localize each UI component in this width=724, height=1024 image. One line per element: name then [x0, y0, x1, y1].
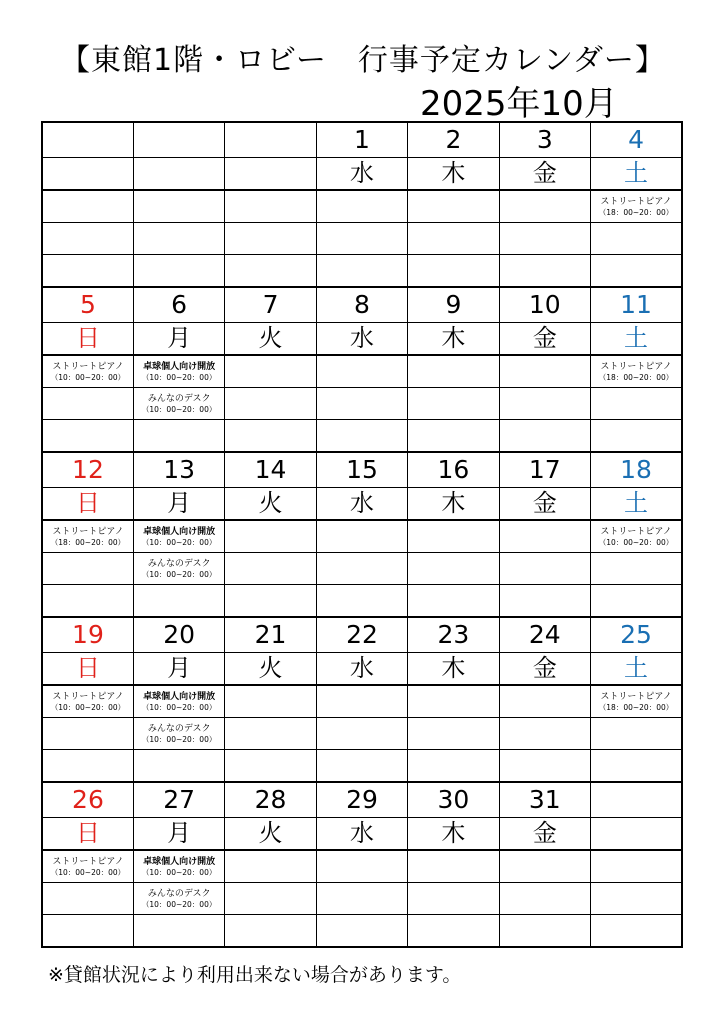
- event-cell: [591, 850, 682, 883]
- event-cell: [408, 420, 499, 453]
- weekday-cell: 日: [42, 323, 133, 356]
- event-cell: [591, 685, 682, 718]
- weekday-cell: 月: [133, 488, 224, 521]
- event-cell: [591, 255, 682, 288]
- event-row: [42, 255, 682, 288]
- date-cell: 14: [225, 452, 316, 488]
- event-time: （18：00~20：00）: [50, 537, 126, 547]
- weekday-cell: 土: [591, 653, 682, 686]
- event-time: （18：00~20：00）: [598, 702, 674, 712]
- event-cell: [591, 520, 682, 553]
- date-cell: 18: [591, 452, 682, 488]
- event-time: （10：00~20：00）: [50, 867, 126, 877]
- event-cell: [499, 388, 590, 420]
- weekday-row: [42, 653, 682, 686]
- weekday-cell: 金: [499, 818, 590, 851]
- date-cell: 30: [408, 782, 499, 818]
- weekday-cell: 土: [591, 323, 682, 356]
- event-cell: [499, 553, 590, 585]
- weekday-cell: 日: [42, 488, 133, 521]
- event-cell: [499, 685, 590, 718]
- event-time: （10：00~20：00）: [141, 899, 217, 909]
- event-cell: [133, 520, 224, 553]
- event-cell: [225, 420, 316, 453]
- event-cell: [133, 355, 224, 388]
- date-cell: 2: [408, 122, 499, 158]
- event-cell: [316, 718, 407, 750]
- event-row: [42, 883, 682, 915]
- event-cell: [316, 850, 407, 883]
- date-cell: [225, 122, 316, 158]
- event-cell: [499, 750, 590, 783]
- event-time: （10：00~20：00）: [141, 404, 217, 414]
- event-cell: [499, 255, 590, 288]
- event-cell: [591, 585, 682, 618]
- event-row: [42, 223, 682, 255]
- event-cell: [225, 718, 316, 750]
- event-row: [42, 190, 682, 223]
- event-time: （18：00~20：00）: [598, 207, 674, 217]
- event-cell: [225, 750, 316, 783]
- event-row: [42, 585, 682, 618]
- weekday-cell: 木: [408, 488, 499, 521]
- event-cell: [225, 553, 316, 585]
- event-cell: [408, 520, 499, 553]
- event-cell: [499, 718, 590, 750]
- event-cell: [408, 190, 499, 223]
- date-cell: 1: [316, 122, 407, 158]
- event-row: [42, 553, 682, 585]
- date-cell: 6: [133, 287, 224, 323]
- calendar-body: [42, 122, 682, 947]
- weekday-cell: 金: [499, 323, 590, 356]
- footnote: ※貸館状況により利用出来ない場合があります。: [48, 964, 462, 986]
- date-cell: [42, 122, 133, 158]
- event-cell: [42, 585, 133, 618]
- event-cell: [42, 850, 133, 883]
- event-cell: [408, 850, 499, 883]
- event-cell: [316, 355, 407, 388]
- event-cell: [42, 255, 133, 288]
- calendar-month: 2025年10月: [420, 84, 618, 124]
- date-cell: 13: [133, 452, 224, 488]
- date-cell: 9: [408, 287, 499, 323]
- weekday-cell: 日: [42, 818, 133, 851]
- date-cell: 17: [499, 452, 590, 488]
- date-cell: 20: [133, 617, 224, 653]
- date-row: [42, 617, 682, 653]
- event-cell: [591, 883, 682, 915]
- weekday-cell: 金: [499, 488, 590, 521]
- event-cell: [133, 420, 224, 453]
- event-name: 卓球個人向け開放: [143, 856, 216, 867]
- event-cell: [133, 883, 224, 915]
- event-cell: [133, 388, 224, 420]
- event-cell: [316, 420, 407, 453]
- event-cell: [42, 750, 133, 783]
- event-cell: [316, 883, 407, 915]
- event-row: [42, 750, 682, 783]
- date-cell: 23: [408, 617, 499, 653]
- event-cell: [499, 915, 590, 948]
- date-cell: 5: [42, 287, 133, 323]
- event-cell: [42, 520, 133, 553]
- event-cell: [408, 553, 499, 585]
- event-cell: [591, 750, 682, 783]
- event-name: 卓球個人向け開放: [143, 691, 216, 702]
- weekday-cell: 水: [316, 158, 407, 191]
- event-row: [42, 520, 682, 553]
- event-cell: [499, 883, 590, 915]
- event-cell: [225, 685, 316, 718]
- event-time: （10：00~20：00）: [50, 702, 126, 712]
- weekday-cell: 木: [408, 323, 499, 356]
- weekday-cell: 木: [408, 653, 499, 686]
- date-cell: [591, 782, 682, 818]
- event-cell: [225, 520, 316, 553]
- event-cell: [499, 850, 590, 883]
- date-cell: 21: [225, 617, 316, 653]
- date-cell: 24: [499, 617, 590, 653]
- event-cell: [408, 750, 499, 783]
- weekday-cell: [133, 158, 224, 191]
- event-name: ストリートピアノ: [52, 526, 124, 537]
- date-row: [42, 452, 682, 488]
- weekday-cell: [42, 158, 133, 191]
- event-cell: [225, 355, 316, 388]
- event-cell: [42, 190, 133, 223]
- event-cell: [42, 355, 133, 388]
- weekday-cell: 火: [225, 653, 316, 686]
- event-row: [42, 355, 682, 388]
- event-cell: [408, 685, 499, 718]
- event-cell: [316, 553, 407, 585]
- event-row: [42, 388, 682, 420]
- event-time: （10：00~20：00）: [141, 734, 217, 744]
- event-cell: [408, 915, 499, 948]
- event-cell: [225, 388, 316, 420]
- event-cell: [316, 223, 407, 255]
- event-cell: [499, 585, 590, 618]
- date-cell: 11: [591, 287, 682, 323]
- event-cell: [499, 355, 590, 388]
- event-cell: [133, 190, 224, 223]
- weekday-cell: 火: [225, 488, 316, 521]
- event-name: ストリートピアノ: [600, 361, 672, 372]
- event-cell: [133, 553, 224, 585]
- date-cell: 3: [499, 122, 590, 158]
- event-name: みんなのデスク: [147, 888, 211, 899]
- event-cell: [591, 553, 682, 585]
- event-time: （10：00~20：00）: [141, 569, 217, 579]
- event-cell: [316, 585, 407, 618]
- event-cell: [133, 255, 224, 288]
- weekday-cell: 土: [591, 158, 682, 191]
- event-time: （10：00~20：00）: [50, 372, 126, 382]
- event-cell: [316, 750, 407, 783]
- event-cell: [225, 223, 316, 255]
- event-name: 卓球個人向け開放: [143, 361, 216, 372]
- weekday-row: [42, 488, 682, 521]
- event-cell: [408, 223, 499, 255]
- event-cell: [591, 190, 682, 223]
- calendar-grid: [41, 121, 683, 948]
- event-name: ストリートピアノ: [52, 361, 124, 372]
- weekday-cell: 日: [42, 653, 133, 686]
- event-cell: [591, 420, 682, 453]
- date-cell: 16: [408, 452, 499, 488]
- event-cell: [133, 915, 224, 948]
- event-cell: [316, 915, 407, 948]
- date-cell: 12: [42, 452, 133, 488]
- date-cell: 28: [225, 782, 316, 818]
- event-name: ストリートピアノ: [600, 196, 672, 207]
- event-cell: [591, 223, 682, 255]
- event-cell: [42, 223, 133, 255]
- date-cell: 7: [225, 287, 316, 323]
- weekday-cell: 金: [499, 158, 590, 191]
- weekday-cell: 水: [316, 488, 407, 521]
- date-cell: 4: [591, 122, 682, 158]
- weekday-cell: 金: [499, 653, 590, 686]
- event-cell: [408, 883, 499, 915]
- weekday-row: [42, 158, 682, 191]
- event-name: ストリートピアノ: [600, 526, 672, 537]
- event-cell: [316, 190, 407, 223]
- weekday-cell: 火: [225, 818, 316, 851]
- date-cell: 10: [499, 287, 590, 323]
- event-cell: [408, 355, 499, 388]
- weekday-cell: 月: [133, 323, 224, 356]
- event-cell: [42, 685, 133, 718]
- event-cell: [133, 585, 224, 618]
- event-row: [42, 685, 682, 718]
- event-cell: [591, 388, 682, 420]
- event-name: ストリートピアノ: [52, 691, 124, 702]
- event-cell: [316, 255, 407, 288]
- event-cell: [42, 883, 133, 915]
- weekday-cell: 土: [591, 488, 682, 521]
- event-cell: [316, 520, 407, 553]
- event-cell: [225, 190, 316, 223]
- date-cell: 27: [133, 782, 224, 818]
- date-cell: [133, 122, 224, 158]
- event-cell: [408, 585, 499, 618]
- event-time: （10：00~20：00）: [141, 372, 217, 382]
- date-row: [42, 287, 682, 323]
- event-cell: [225, 850, 316, 883]
- event-cell: [42, 553, 133, 585]
- weekday-cell: [591, 818, 682, 851]
- weekday-cell: [225, 158, 316, 191]
- weekday-cell: 水: [316, 323, 407, 356]
- event-time: （10：00~20：00）: [141, 867, 217, 877]
- date-cell: 29: [316, 782, 407, 818]
- event-cell: [133, 718, 224, 750]
- event-cell: [499, 190, 590, 223]
- event-cell: [133, 850, 224, 883]
- weekday-cell: 木: [408, 158, 499, 191]
- event-cell: [225, 255, 316, 288]
- event-name: みんなのデスク: [147, 558, 211, 569]
- event-cell: [408, 388, 499, 420]
- event-time: （10：00~20：00）: [598, 537, 674, 547]
- event-time: （18：00~20：00）: [598, 372, 674, 382]
- date-cell: 19: [42, 617, 133, 653]
- weekday-row: [42, 818, 682, 851]
- event-cell: [225, 883, 316, 915]
- date-row: [42, 782, 682, 818]
- event-name: 卓球個人向け開放: [143, 526, 216, 537]
- weekday-cell: 火: [225, 323, 316, 356]
- calendar-title: 【東館1階・ロビー 行事予定カレンダー】: [60, 43, 666, 78]
- event-cell: [591, 915, 682, 948]
- date-row: [42, 122, 682, 158]
- event-name: ストリートピアノ: [600, 691, 672, 702]
- weekday-cell: 水: [316, 818, 407, 851]
- weekday-cell: 木: [408, 818, 499, 851]
- event-row: [42, 718, 682, 750]
- event-cell: [499, 420, 590, 453]
- date-cell: 15: [316, 452, 407, 488]
- event-cell: [316, 685, 407, 718]
- event-time: （10：00~20：00）: [141, 702, 217, 712]
- event-cell: [133, 750, 224, 783]
- date-cell: 22: [316, 617, 407, 653]
- date-cell: 26: [42, 782, 133, 818]
- event-cell: [499, 223, 590, 255]
- event-cell: [499, 520, 590, 553]
- event-cell: [42, 388, 133, 420]
- date-cell: 8: [316, 287, 407, 323]
- event-name: みんなのデスク: [147, 723, 211, 734]
- event-cell: [591, 718, 682, 750]
- weekday-row: [42, 323, 682, 356]
- event-time: （10：00~20：00）: [141, 537, 217, 547]
- event-cell: [42, 718, 133, 750]
- event-cell: [408, 718, 499, 750]
- date-cell: 31: [499, 782, 590, 818]
- event-cell: [591, 355, 682, 388]
- event-cell: [225, 585, 316, 618]
- weekday-cell: 月: [133, 818, 224, 851]
- event-cell: [408, 255, 499, 288]
- event-cell: [133, 685, 224, 718]
- event-cell: [225, 915, 316, 948]
- event-row: [42, 850, 682, 883]
- event-cell: [42, 420, 133, 453]
- event-cell: [316, 388, 407, 420]
- event-name: みんなのデスク: [147, 393, 211, 404]
- event-cell: [133, 223, 224, 255]
- date-cell: 25: [591, 617, 682, 653]
- event-name: ストリートピアノ: [52, 856, 124, 867]
- weekday-cell: 月: [133, 653, 224, 686]
- event-row: [42, 420, 682, 453]
- event-row: [42, 915, 682, 948]
- weekday-cell: 水: [316, 653, 407, 686]
- event-cell: [42, 915, 133, 948]
